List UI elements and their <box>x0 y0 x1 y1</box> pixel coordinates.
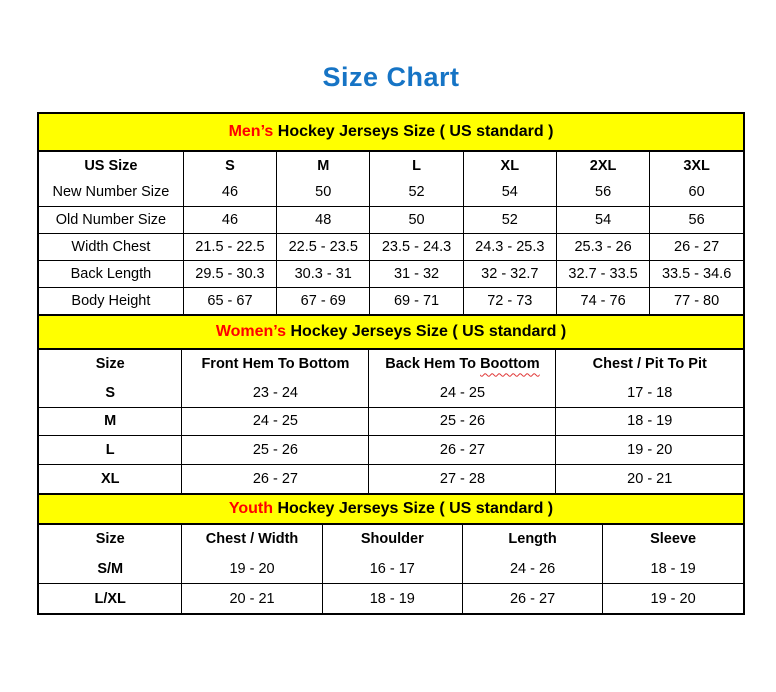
men-row-label: Old Number Size <box>39 206 183 233</box>
men-column-header: 3XL <box>650 152 743 179</box>
men-row-label: New Number Size <box>39 179 183 206</box>
youth-cell: 16 - 17 <box>322 554 462 584</box>
youth-cell: 24 - 26 <box>462 554 602 584</box>
men-data-row <box>39 206 743 233</box>
men-cell: 54 <box>463 179 556 206</box>
men-column-header: 2XL <box>556 152 649 179</box>
page-title: Size Chart <box>322 62 460 92</box>
men-column-header: M <box>277 152 370 179</box>
men-cell: 24.3 - 25.3 <box>463 233 556 260</box>
women-cell: 18 - 19 <box>556 407 743 436</box>
youth-column-header: Length <box>462 525 602 555</box>
men-cell: 29.5 - 30.3 <box>183 260 276 287</box>
women-cell: 19 - 20 <box>556 436 743 465</box>
women-row-label: XL <box>39 464 182 493</box>
men-column-header: L <box>370 152 463 179</box>
women-column-header: Back Hem To Boottom <box>369 350 556 379</box>
womens-header-text: Hockey Jerseys Size ( US standard ) <box>286 323 567 340</box>
men-cell: 46 <box>183 179 276 206</box>
women-cell: 27 - 28 <box>369 464 556 493</box>
youth-cell: 18 - 19 <box>603 554 743 584</box>
men-cell: 32.7 - 33.5 <box>556 260 649 287</box>
youth-cell: 20 - 21 <box>182 584 322 614</box>
women-cell: 26 - 27 <box>369 436 556 465</box>
men-data-row <box>39 233 743 260</box>
men-header-row <box>39 152 743 179</box>
men-column-header: XL <box>463 152 556 179</box>
men-row-label: Back Length <box>39 260 183 287</box>
mens-header-text: Hockey Jerseys Size ( US standard ) <box>273 123 554 140</box>
youth-section-header <box>39 493 743 525</box>
women-row-label: M <box>39 407 182 436</box>
men-data-row <box>39 287 743 314</box>
misspelled-word: Boottom <box>480 356 540 373</box>
men-cell: 31 - 32 <box>370 260 463 287</box>
womens-size-table <box>39 350 743 493</box>
men-cell: 50 <box>277 179 370 206</box>
youth-column-header: Size <box>39 525 182 555</box>
men-cell: 72 - 73 <box>463 287 556 314</box>
youth-column-header: Shoulder <box>322 525 462 555</box>
mens-size-table <box>39 152 743 314</box>
youth-data-row <box>39 554 743 584</box>
youth-cell: 19 - 20 <box>182 554 322 584</box>
men-cell: 25.3 - 26 <box>556 233 649 260</box>
men-cell: 52 <box>370 179 463 206</box>
women-cell: 24 - 25 <box>182 407 369 436</box>
men-cell: 52 <box>463 206 556 233</box>
women-cell: 20 - 21 <box>556 464 743 493</box>
youth-row-label: S/M <box>39 554 182 584</box>
men-data-row <box>39 179 743 206</box>
men-cell: 21.5 - 22.5 <box>183 233 276 260</box>
men-cell: 23.5 - 24.3 <box>370 233 463 260</box>
size-chart-document <box>37 0 745 615</box>
men-cell: 56 <box>650 206 743 233</box>
men-row-label: Width Chest <box>39 233 183 260</box>
men-cell: 65 - 67 <box>183 287 276 314</box>
men-data-row <box>39 260 743 287</box>
men-column-header: US Size <box>39 152 183 179</box>
women-cell: 23 - 24 <box>182 379 369 408</box>
women-data-row <box>39 436 743 465</box>
men-cell: 30.3 - 31 <box>277 260 370 287</box>
youth-size-table <box>39 525 743 614</box>
youth-cell: 26 - 27 <box>462 584 602 614</box>
men-cell: 77 - 80 <box>650 287 743 314</box>
men-cell: 50 <box>370 206 463 233</box>
mens-section-header <box>39 114 743 152</box>
youth-cell: 19 - 20 <box>603 584 743 614</box>
men-cell: 33.5 - 34.6 <box>650 260 743 287</box>
men-cell: 67 - 69 <box>277 287 370 314</box>
youth-highlight-word: Youth <box>228 499 273 517</box>
women-row-label: L <box>39 436 182 465</box>
men-cell: 22.5 - 23.5 <box>277 233 370 260</box>
womens-section-header <box>39 314 743 350</box>
youth-header-row <box>39 525 743 555</box>
women-column-header: Chest / Pit To Pit <box>556 350 743 379</box>
women-cell: 24 - 25 <box>369 379 556 408</box>
men-cell: 74 - 76 <box>556 287 649 314</box>
size-chart-table-group <box>37 112 745 615</box>
women-data-row <box>39 379 743 408</box>
men-cell: 56 <box>556 179 649 206</box>
mens-highlight-word: Men’s <box>228 123 274 140</box>
women-column-header: Front Hem To Bottom <box>182 350 369 379</box>
men-cell: 60 <box>650 179 743 206</box>
women-cell: 26 - 27 <box>182 464 369 493</box>
men-cell: 32 - 32.7 <box>463 260 556 287</box>
youth-row-label: L/XL <box>39 584 182 614</box>
men-row-label: Body Height <box>39 287 183 314</box>
men-cell: 54 <box>556 206 649 233</box>
women-column-header: Size <box>39 350 182 379</box>
youth-header-text: Hockey Jerseys Size ( US standard ) <box>273 499 554 517</box>
women-cell: 25 - 26 <box>369 407 556 436</box>
men-cell: 46 <box>183 206 276 233</box>
women-data-row <box>39 407 743 436</box>
women-cell: 17 - 18 <box>556 379 743 408</box>
men-cell: 26 - 27 <box>650 233 743 260</box>
women-header-row <box>39 350 743 379</box>
youth-data-row <box>39 584 743 614</box>
men-cell: 69 - 71 <box>370 287 463 314</box>
men-column-header: S <box>183 152 276 179</box>
youth-cell: 18 - 19 <box>322 584 462 614</box>
men-cell: 48 <box>277 206 370 233</box>
women-data-row <box>39 464 743 493</box>
youth-column-header: Chest / Width <box>182 525 322 555</box>
youth-column-header: Sleeve <box>603 525 743 555</box>
womens-highlight-word: Women’s <box>215 323 287 340</box>
women-cell: 25 - 26 <box>182 436 369 465</box>
women-row-label: S <box>39 379 182 408</box>
